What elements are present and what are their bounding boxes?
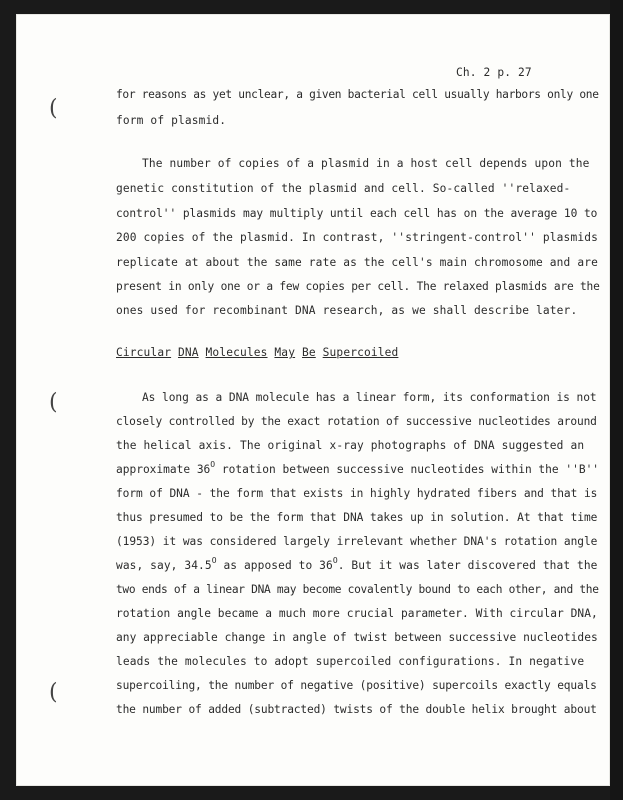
text-line: leads the molecules to adopt supercoiled configurations. In negative: [116, 655, 585, 668]
text-line: present in only one or a few copies per cell. The relaxed plasmids are the: [116, 280, 600, 293]
scan-border: [610, 0, 623, 800]
text-line: supercoiling, the number of negative (positive) supercoils exactly equals: [116, 679, 597, 692]
text-line: two ends of a linear DNA may become covalently bound to each other, and the: [116, 583, 599, 596]
text-line: any appreciable change in angle of twist between successive nucleotides: [116, 631, 598, 644]
margin-mark: (: [49, 390, 58, 415]
text-line: replicate at about the same rate as the cell's main chromosome and are: [116, 256, 598, 269]
text-line: thus presumed to be the form that DNA takes up in solution. At that time: [116, 511, 598, 524]
text-line: (1953) it was considered largely irrelevant whether DNA's rotation angle: [116, 535, 598, 548]
page-number: Ch. 2 p. 27: [456, 66, 532, 79]
heading-word: Circular: [116, 346, 172, 359]
text-line: 200 copies of the plasmid. In contrast, ''stringent-control'' plasmids: [116, 231, 598, 244]
margin-mark: (: [49, 96, 58, 121]
degree-superscript: O: [210, 460, 216, 469]
text-line: rotation angle became a much more crucial parameter. With circular DNA,: [116, 607, 598, 620]
degree-superscript: O: [332, 556, 338, 565]
text-line: form of DNA - the form that exists in highly hydrated fibers and that is: [116, 487, 598, 500]
text-line: The number of copies of a plasmid in a host cell depends upon the: [142, 157, 590, 170]
heading-word: DNA: [177, 346, 199, 359]
heading-word: May: [274, 346, 296, 359]
heading-word: Supercoiled: [322, 346, 399, 359]
text-line: approximate $36^O$ rotation between successive nucleotides within the ''B'': [116, 460, 600, 476]
heading-word: Molecules: [205, 346, 268, 359]
heading-word: Be: [301, 346, 316, 359]
margin-mark: (: [49, 680, 58, 705]
text-line: for reasons as yet unclear, a given bacterial cell usually harbors only one: [116, 88, 599, 101]
text-line: genetic constitution of the plasmid and cell. So-called ''relaxed-: [116, 182, 571, 195]
section-heading: [116, 346, 398, 359]
text-line: the helical axis. The original x-ray photographs of DNA suggested an: [116, 439, 585, 452]
text-line: was, say, $34.5^O$ as apposed to $36^O$. But it was later discovered that the: [116, 556, 598, 572]
text-line: closely controlled by the exact rotation of successive nucleotides around: [116, 415, 597, 428]
text-line: ones used for recombinant DNA research, as we shall describe later.: [116, 304, 578, 317]
degree-superscript: O: [211, 556, 217, 565]
text-line: As long as a DNA molecule has a linear form, its conformation is not: [142, 391, 597, 404]
text-line: the number of added (subtracted) twists of the double helix brought about: [116, 703, 597, 716]
text-line: form of plasmid.: [116, 114, 227, 127]
text-line: control'' plasmids may multiply until each cell has on the average 10 to: [116, 207, 598, 220]
